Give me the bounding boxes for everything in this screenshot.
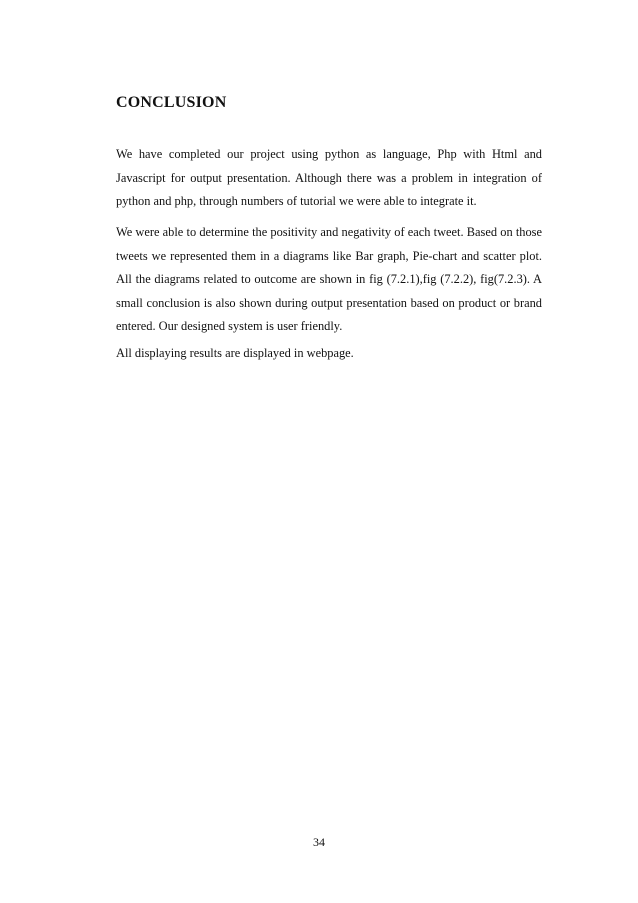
paragraph-results-description: We were able to determine the positivity and negativity of each tweet. Based on those tweets we represented them in a diagrams like Bar graph, Pie-chart and scatter plot. All the diagrams related to outcome are shown in fig (7.2.1),fig (7.2.2), fig(7.2.3). A small conclusion is also shown during output presentation based on product or brand entered. Our designed system is user friendly. — [116, 225, 542, 333]
paragraph-webpage-note: All displaying results are displayed in webpage. — [116, 346, 354, 360]
paragraph-project-summary: We have completed our project using python as language, Php with Html and Javascript for output presentation. Although there was a problem in integration of python and php, through numbers of tutorial we were able to integrate it. — [116, 147, 542, 208]
section-heading: CONCLUSION — [116, 94, 227, 111]
page-number: 34 — [313, 835, 325, 849]
